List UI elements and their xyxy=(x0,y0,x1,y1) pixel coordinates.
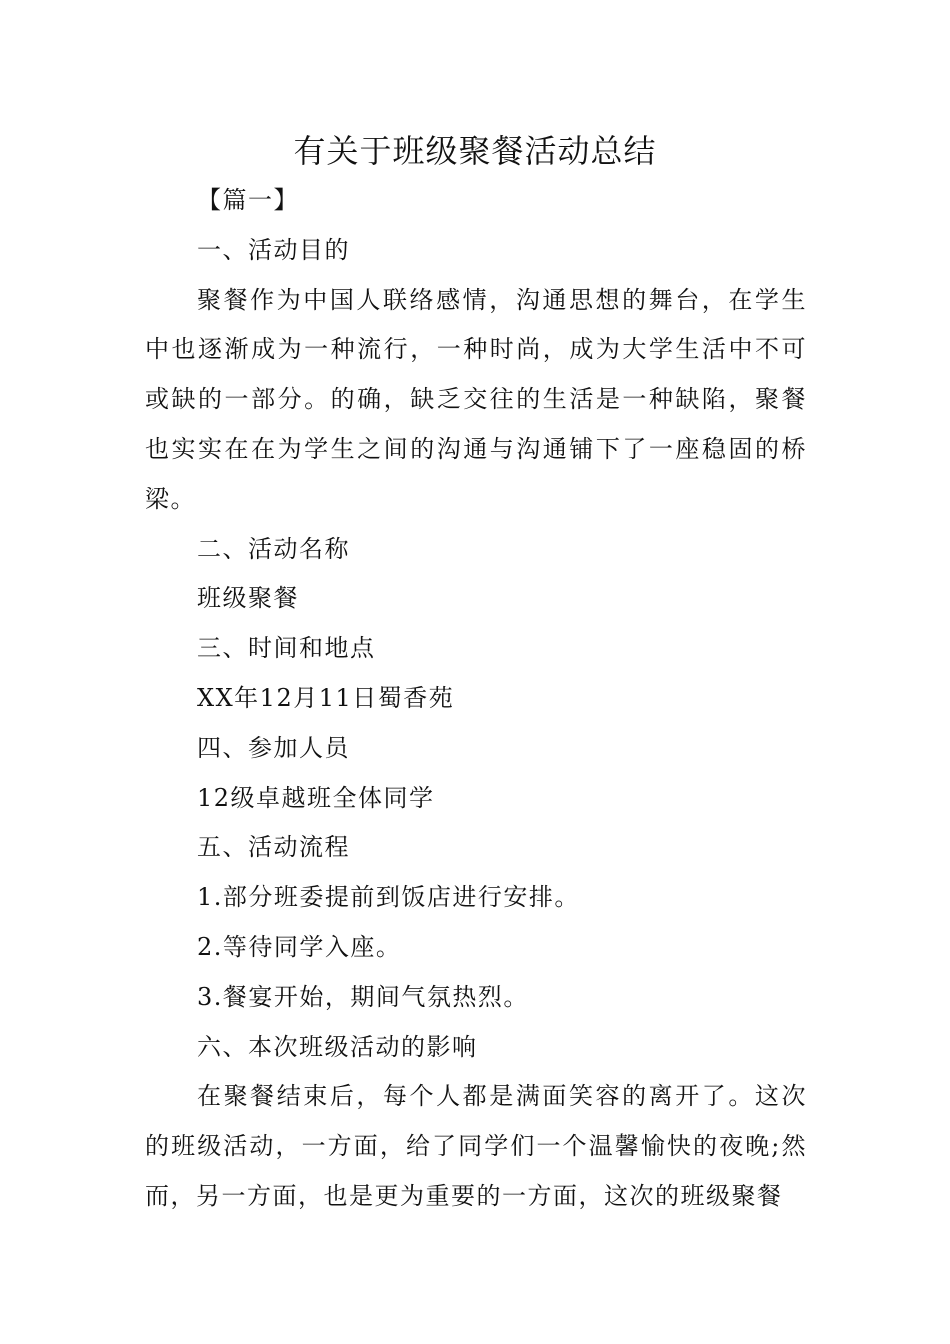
part-label: 【篇一】 xyxy=(197,186,299,214)
section-heading-participants: 四、参加人员 xyxy=(197,733,350,762)
section-value-participants: 12级卓越班全体同学 xyxy=(197,783,435,812)
section-heading-purpose: 一、活动目的 xyxy=(197,235,350,264)
document-body xyxy=(145,176,807,1222)
document-title: 有关于班级聚餐活动总结 xyxy=(293,132,657,170)
paragraph-impact: 在聚餐结束后，每个人都是满面笑容的离开了。这次的班级活动，一方面，给了同学们一个温馨愉快的夜晚;然而，另一方面，也是更为重要的一方面，这次的班级聚餐 xyxy=(145,1082,807,1210)
section-heading-impact: 六、本次班级活动的影响 xyxy=(197,1032,478,1061)
process-step: 2.等待同学入座。 xyxy=(197,932,402,961)
process-step: 3.餐宴开始，期间气氛热烈。 xyxy=(197,982,529,1011)
section-heading-process: 五、活动流程 xyxy=(197,833,350,862)
section-value-name: 班级聚餐 xyxy=(197,584,299,613)
section-heading-time-place: 三、时间和地点 xyxy=(197,634,376,663)
process-step: 1.部分班委提前到饭店进行安排。 xyxy=(197,883,580,912)
paragraph-purpose: 聚餐作为中国人联络感情，沟通思想的舞台，在学生中也逐渐成为一种流行，一种时尚，成为大学生活中不可或缺的一部分。的确，缺乏交往的生活是一种缺陷，聚餐也实实在在为学生之间的沟通与沟通铺下了一座稳固的桥梁。 xyxy=(145,285,807,513)
section-heading-name: 二、活动名称 xyxy=(197,534,350,563)
section-value-time-place: XX年12月11日蜀香苑 xyxy=(197,683,455,712)
